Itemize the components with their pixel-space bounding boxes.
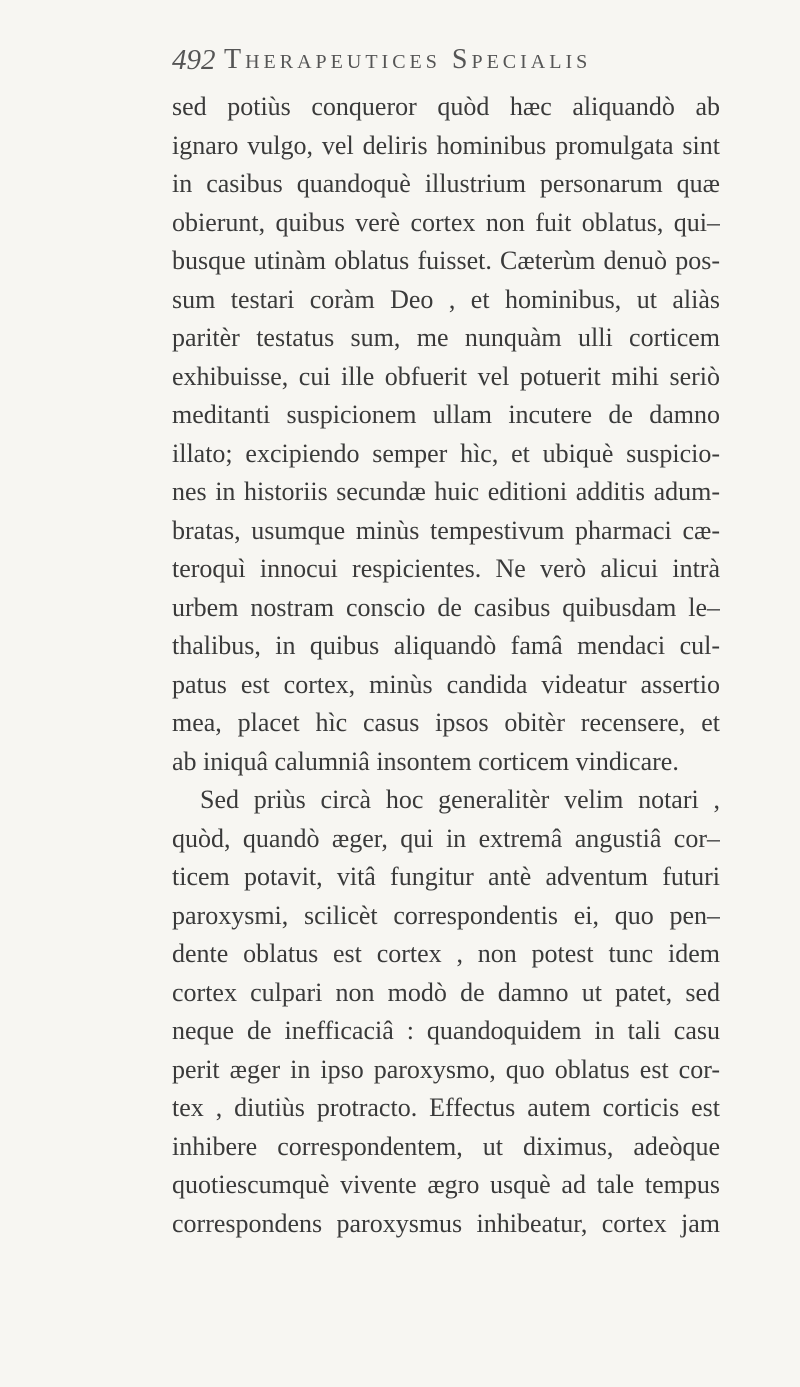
text-line: paroxysmi, scilicèt correspondentis ei, quo pen–: [172, 900, 720, 930]
text-line: thalibus, in quibus aliquandò famâ mendaci cul-: [172, 631, 720, 660]
text-line: ignaro vulgo, vel deliris hominibus promulgata sint: [172, 130, 720, 160]
text-line: inhibere correspondentem, ut diximus, adeòque: [172, 1131, 720, 1161]
text-line: busque utinàm oblatus fuisset. Cæterùm denuò pos-: [172, 246, 720, 275]
text-line: paritèr testatus sum, me nunquàm ulli corticem: [172, 323, 720, 352]
text-line: cortex culpari non modò de damno ut patet, sed: [172, 977, 720, 1007]
body-text: [172, 88, 720, 1243]
text-line: nes in historiis secundæ huic editioni additis adum-: [172, 477, 720, 506]
text-line: neque de inefficaciâ : quandoquidem in tali casu: [172, 1016, 720, 1045]
running-title: Therapeutices Specialis: [224, 44, 592, 75]
text-line: obierunt, quibus verè cortex non fuit oblatus, qui–: [172, 207, 720, 237]
text-line: ticem potavit, vitâ fungitur antè adventum futuri: [172, 862, 720, 891]
text-line: in casibus quandoquè illustrium personarum quæ: [172, 169, 720, 198]
text-line: patus est cortex, minùs candida videatur assertio: [172, 669, 720, 699]
text-line: correspondens paroxysmus inhibeatur, cortex jam: [172, 1208, 720, 1238]
text-line: urbem nostram conscio de casibus quibusdam le–: [172, 592, 720, 622]
text-line: quòd, quandò æger, qui in extremâ angustiâ cor–: [172, 823, 720, 853]
text-line: bratas, usumque minùs tempestivum pharmaci cæ-: [172, 515, 720, 545]
page-number: 492: [172, 44, 216, 76]
text-line: exhibuisse, cui ille obfuerit vel potuerit mihi seriò: [172, 361, 720, 391]
text-line: sum testari coràm Deo , et hominibus, ut aliàs: [172, 284, 720, 314]
text-line: illato; excipiendo semper hìc, et ubiquè suspicio-: [172, 438, 720, 468]
text-line: mea, placet hìc casus ipsos obitèr recensere, et: [172, 708, 720, 737]
text-line: Sed priùs circà hoc generalitèr velim notari ,: [200, 785, 720, 814]
text-line: perit æger in ipso paroxysmo, quo oblatus est cor-: [172, 1054, 720, 1084]
page-header: [172, 44, 712, 84]
text-line: ab iniquâ calumniâ insontem corticem vindicare.: [172, 746, 679, 776]
text-line: dente oblatus est cortex , non potest tunc idem: [172, 939, 720, 968]
text-line: tex , diutiùs protracto. Effectus autem corticis est: [172, 1093, 720, 1122]
text-line: quotiescumquè vivente ægro usquè ad tale tempus: [172, 1170, 720, 1199]
text-line: sed potiùs conqueror quòd hæc aliquandò ab: [172, 92, 720, 121]
text-line: teroquì innocui respicientes. Ne verò alicui intrà: [172, 554, 720, 583]
text-line: meditanti suspicionem ullam incutere de damno: [172, 400, 720, 429]
